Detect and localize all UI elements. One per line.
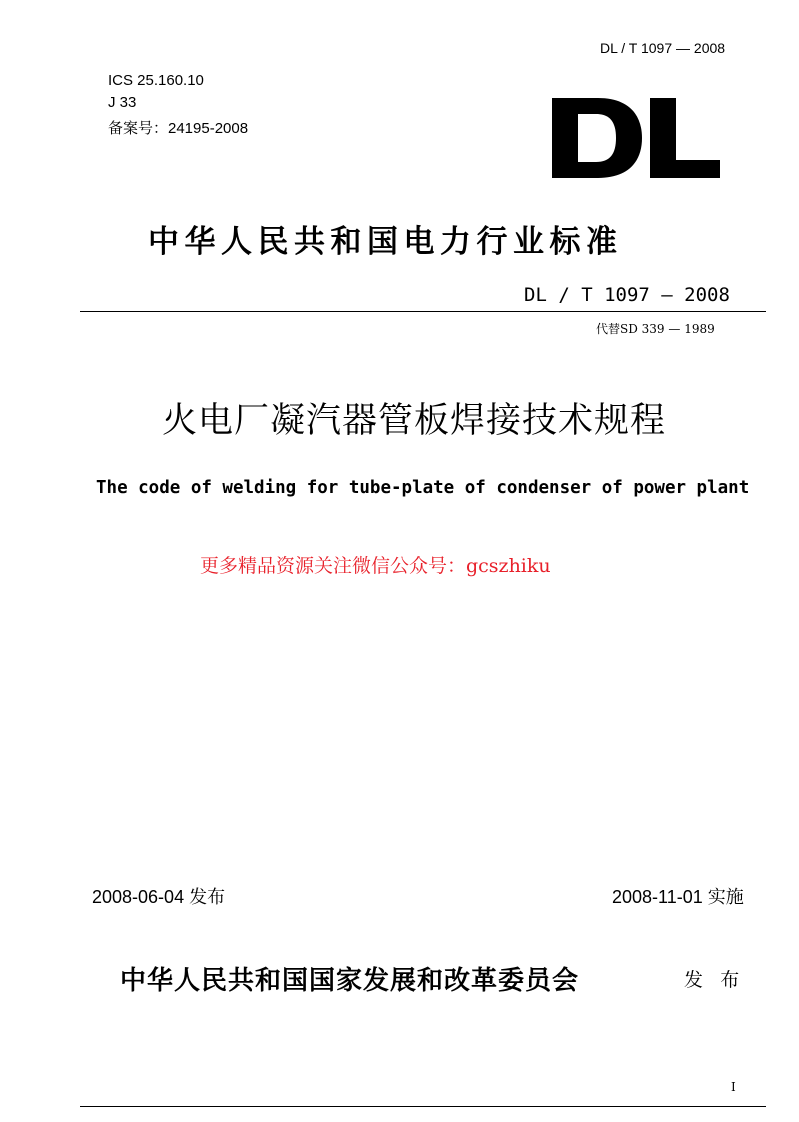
- publish-date: 2008-06-04 发布: [92, 887, 226, 907]
- header-rule: [80, 311, 766, 312]
- replaces-note: 代替SD 339 — 1989: [596, 322, 715, 336]
- standard-code: DL / T 1097 — 2008: [524, 284, 730, 306]
- dl-logo: [550, 96, 722, 180]
- document-title-en: The code of welding for tube-plate of condenser of power plant: [96, 478, 750, 498]
- footer-rule: [80, 1106, 766, 1107]
- issuing-authority: 中华人民共和国国家发展和改革委员会: [120, 965, 580, 995]
- document-title-cn: 火电厂凝汽器管板焊接技术规程: [162, 401, 667, 440]
- ccs-code: J 33: [108, 94, 137, 111]
- header-standard-code: DL / T 1097 — 2008: [600, 40, 726, 56]
- promo-note: 更多精品资源关注微信公众号：gcszhiku: [200, 555, 551, 577]
- page-number: I: [731, 1080, 736, 1094]
- ics-code: ICS 25.160.10: [108, 72, 204, 89]
- publish-word: 发 布: [684, 970, 746, 991]
- implement-date: 2008-11-01 实施: [612, 887, 744, 907]
- record-number: 备案号：24195-2008: [108, 120, 249, 137]
- issuer-title: 中华人民共和国电力行业标准: [148, 224, 623, 259]
